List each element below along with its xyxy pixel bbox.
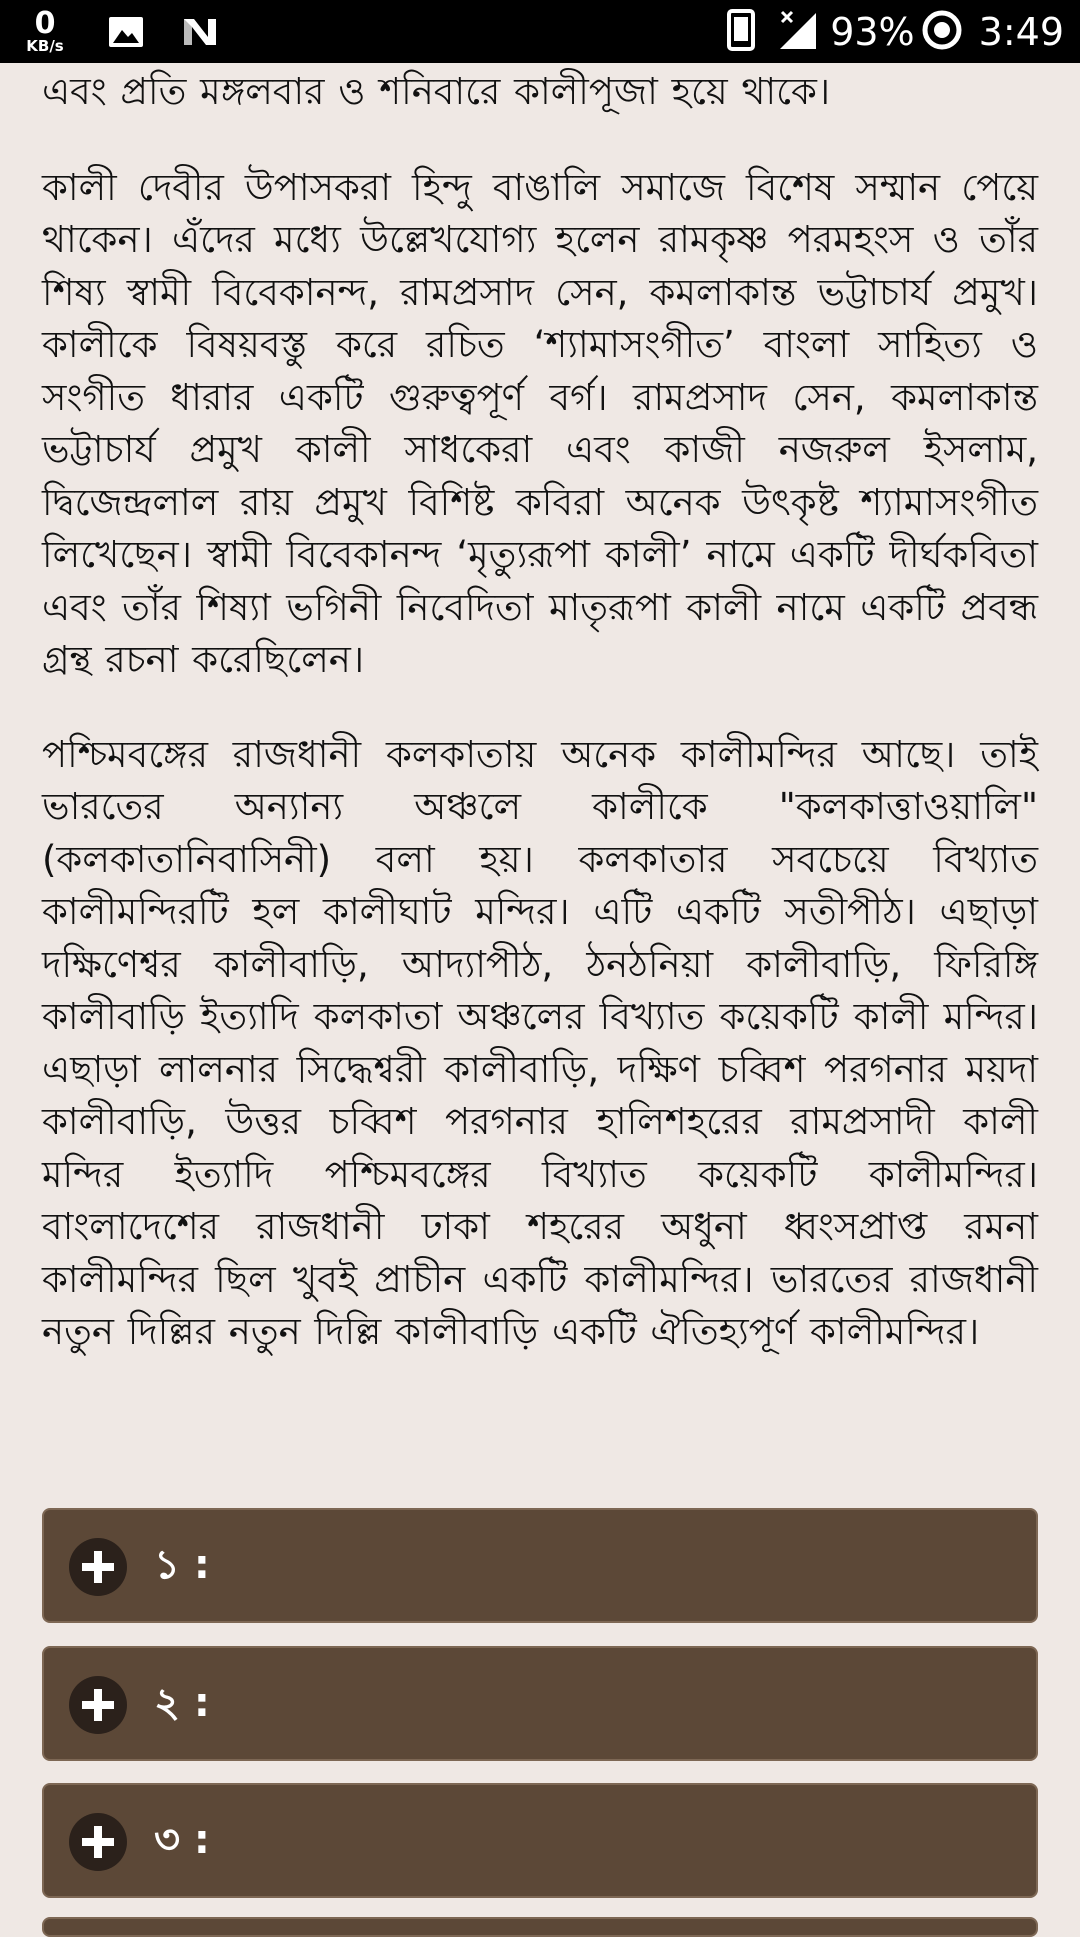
plus-icon[interactable] [69, 1538, 127, 1596]
accordion-item-partial[interactable] [42, 1917, 1038, 1937]
clock-time: 3:49 [978, 9, 1064, 54]
battery-percent: 93% [830, 9, 915, 54]
plus-icon[interactable] [69, 1813, 127, 1871]
accordion-item-3[interactable] [42, 1783, 1038, 1898]
n-app-icon [182, 15, 218, 49]
plus-icon[interactable] [69, 1676, 127, 1734]
article-paragraph: পশ্চিমবঙ্গের রাজধানী কলকাতায় অনেক কালীমন্দির আছে। তাই ভারতের অন্যান্য অঞ্চলে কালীকে "কলকাত্তাওয়ালি" (কলকাতানিবাসিনী) বলা হয়। কলকাতার সবচেয়ে বিখ্যাত কালীমন্দিরটি হল কালীঘাট মন্দির। এটি একটি সতীপীঠ। এছাড়া দক্ষিণেশ্বর কালীবাড়ি, আদ্যাপীঠ, ঠনঠনিয়া কালীবাড়ি, ফিরিঙ্গি কালীবাড়ি ইত্যাদি কলকাতা অঞ্চলের বিখ্যাত কয়েকটি কালী মন্দির। এছাড়া লালনার সিদ্ধেশ্বরী কালীবাড়ি, দক্ষিণ চব্বিশ পরগনার ময়দা কালীবাড়ি, উত্তর চব্বিশ পরগনার হালিশহরের রামপ্রসাদী কালী মন্দির ইত্যাদি পশ্চিমবঙ্গের বিখ্যাত কয়েকটি কালীমন্দির। বাংলাদেশের রাজধানী ঢাকা শহরের অধুনা ধ্বংসপ্রাপ্ত রমনা কালীমন্দির ছিল খুবই প্রাচীন একটি কালীমন্দির। ভারতের রাজধানী নতুন দিল্লির নতুন দিল্লি কালীবাড়ি একটি ঐতিহ্যপূর্ণ কালীমন্দির। [42, 732, 1038, 1353]
article-paragraph: কালী দেবীর উপাসকরা হিন্দু বাঙালি সমাজে বিশেষ সম্মান পেয়ে থাকেন। এঁদের মধ্যে উল্লেখযোগ্য হলেন রামকৃষ্ণ পরমহংস ও তাঁর শিষ্য স্বামী বিবেকানন্দ, রামপ্রসাদ সেন, কমলাকান্ত ভট্টাচার্য প্রমুখ। কালীকে বিষয়বস্তু করে রচিত ‘শ্যামাসংগীত’ বাংলা সাহিত্য ও সংগীত ধারার একটি গুরুত্বপূর্ণ বর্গ। রামপ্রসাদ সেন, কমলাকান্ত ভট্টাচার্য প্রমুখ কালী সাধকেরা এবং কাজী নজরুল ইসলাম, দ্বিজেন্দ্রলাল রায় প্রমুখ বিশিষ্ট কবিরা অনেক উৎকৃষ্ট শ্যামাসংগীত লিখেছেন। স্বামী বিবেকানন্দ ‘মৃত্যুরূপা কালী’ নামে একটি দীর্ঘকবিতা এবং তাঁর শিষ্যা ভগিনী নিবেদিতা মাতৃরূপা কালী নামে একটি প্রবন্ধ গ্রন্থ রচনা করেছিলেন। [42, 165, 1038, 681]
network-speed-indicator [20, 6, 70, 55]
network-speed-unit: KB/s [26, 37, 64, 55]
accordion-item-2[interactable] [42, 1646, 1038, 1761]
accordion-label: ২ : [154, 1680, 210, 1726]
article-content [42, 63, 1038, 1359]
signal-off-icon [778, 9, 818, 55]
article-paragraph: এবং প্রতি মঙ্গলবার ও শনিবারে কালীপূজা হয়ে থাকে। [42, 70, 831, 113]
status-bar [0, 0, 1080, 63]
phone-icon [726, 9, 756, 55]
status-bar-right [726, 0, 1064, 63]
accordion-label: ১ : [154, 1542, 210, 1588]
battery-ring-icon [921, 9, 963, 55]
network-speed-value: 0 [34, 6, 56, 41]
accordion-label: ৩ : [154, 1817, 210, 1863]
status-bar-left [20, 0, 218, 63]
accordion-item-1[interactable] [42, 1508, 1038, 1623]
gallery-icon [108, 15, 144, 49]
